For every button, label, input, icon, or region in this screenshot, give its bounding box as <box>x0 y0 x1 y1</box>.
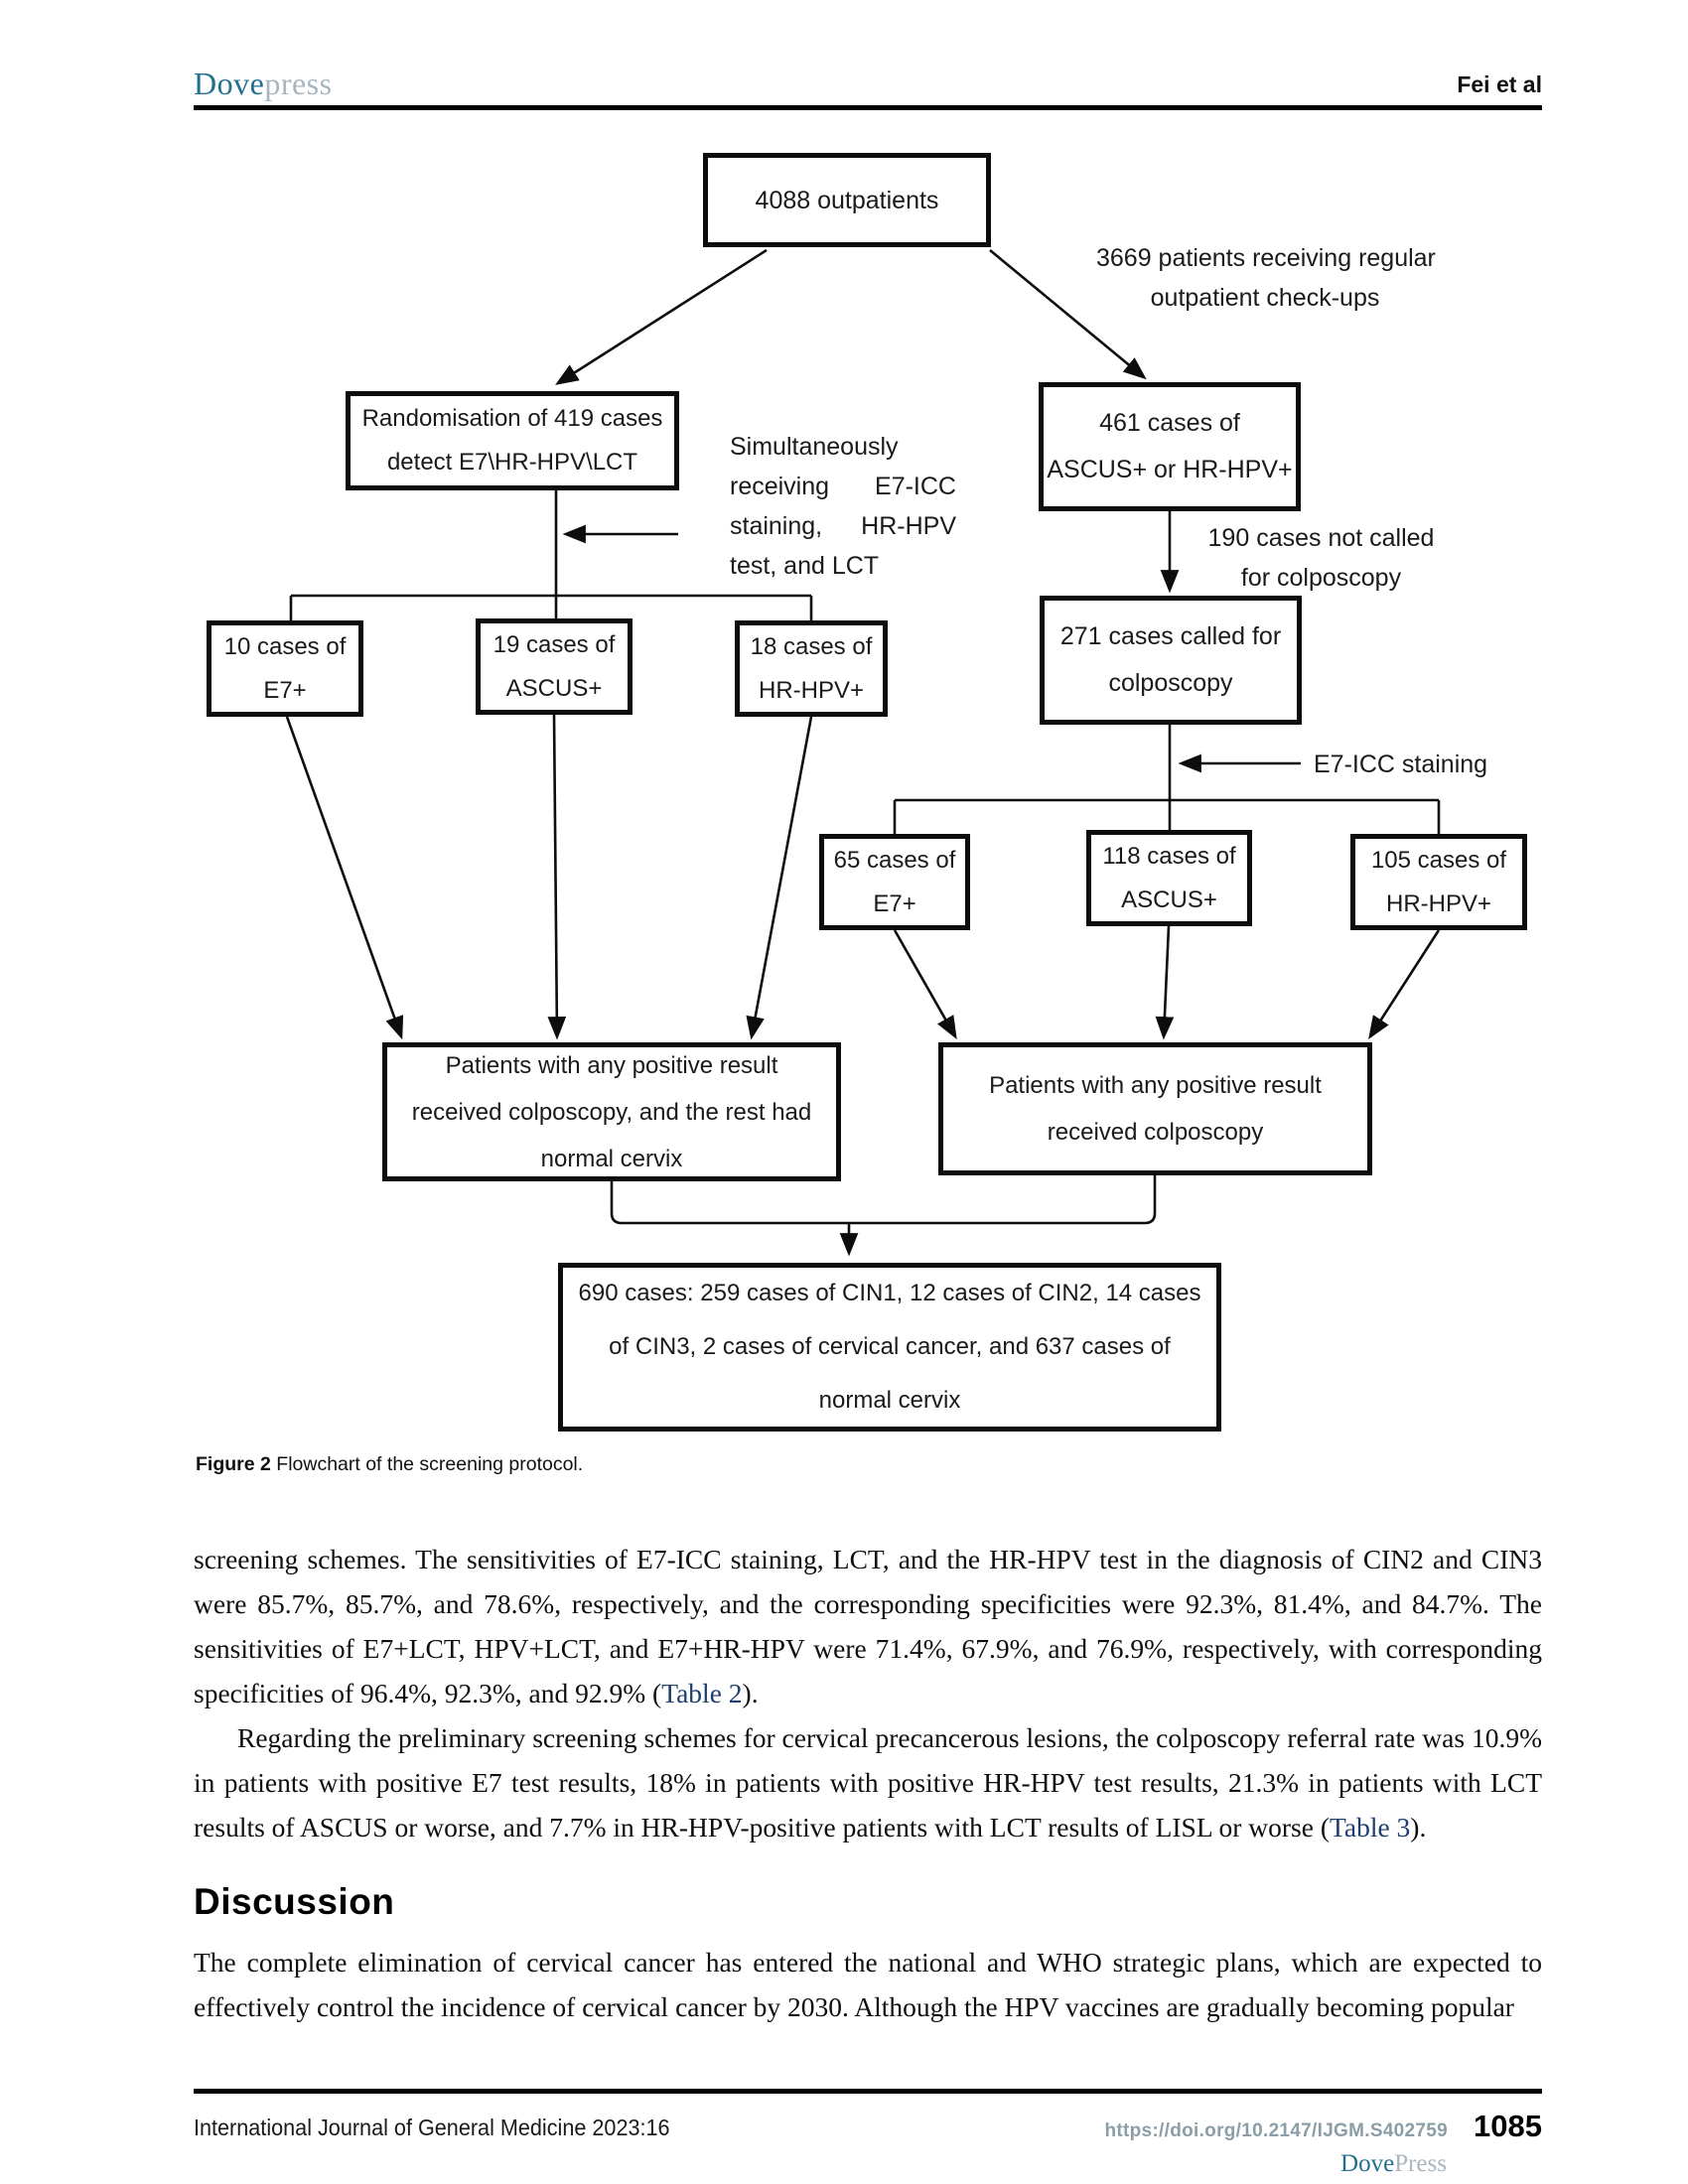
paragraph-text: The complete elimination of cervical cancer has entered the national and WHO strategic plans, which are expected to effectively control the incidence of cervical cancer by 2030. Although the HPV vaccines are gradually becoming popular <box>194 1947 1542 2022</box>
edge-hrhpv-105-colpo <box>1370 930 1439 1036</box>
flow-node-line: ASCUS+ or HR-HPV+ <box>1047 456 1293 483</box>
edge-outpatients-randomisation <box>558 250 767 383</box>
flow-node-e7-10 <box>207 620 363 717</box>
table-3-link[interactable]: Table 3 <box>1329 1812 1411 1843</box>
flow-node-e7-65 <box>819 834 970 930</box>
flow-label-line: for colposcopy <box>1240 564 1402 592</box>
flow-label-segment: E7-ICC <box>875 473 956 500</box>
dovepress-footer-logo <box>1340 2150 1447 2178</box>
flow-label-not-called <box>1199 518 1443 598</box>
flow-node-ascus-118 <box>1086 830 1252 926</box>
flow-node-hrhpv-18 <box>735 620 888 717</box>
flow-node-line: 118 cases of <box>1102 842 1236 870</box>
flow-node-line: HR-HPV+ <box>1385 889 1492 917</box>
flow-label-line: E7-ICC staining <box>1314 751 1488 778</box>
flow-node-line: 65 cases of <box>833 846 956 874</box>
doi-link[interactable]: https://doi.org/10.2147/IJGM.S402759 <box>1104 2120 1449 2141</box>
flow-node-final <box>558 1263 1221 1432</box>
flow-node-line: 690 cases: 259 cases of CIN1, 12 cases of CIN2, 14 cases <box>578 1280 1201 1306</box>
dovepress-logo <box>194 66 333 102</box>
flow-label-regular-checkups <box>1096 238 1434 318</box>
flow-node-line: colposcopy <box>1108 669 1233 697</box>
paragraph-results-2 <box>194 1715 1542 1849</box>
body-text <box>194 1537 1542 2029</box>
flow-node-line: ASCUS+ <box>1121 886 1217 913</box>
paragraph-discussion-1 <box>194 1940 1542 2029</box>
paragraph-text: ). <box>1410 1812 1427 1843</box>
flow-label-line: outpatient check-ups <box>1150 284 1380 312</box>
flow-node-ascus461 <box>1039 382 1301 511</box>
footer-rule <box>194 2089 1542 2094</box>
flow-node-ascus-19 <box>476 618 633 715</box>
flow-node-line: received colposcopy, and the rest had <box>411 1098 812 1126</box>
paragraph-results-1 <box>194 1537 1542 1715</box>
table-2-link[interactable]: Table 2 <box>661 1678 743 1708</box>
edge-ascus-19-colpo <box>554 715 557 1036</box>
flow-label-e7-icc-staining <box>1314 745 1532 784</box>
journal-name: International Journal of General Medicine 2023:16 <box>194 2115 670 2140</box>
flow-label-line: 3669 patients receiving regular <box>1096 244 1436 272</box>
logo-press-part: Press <box>1394 2150 1447 2177</box>
discussion-heading: Discussion <box>194 1881 395 1922</box>
flow-node-line: ASCUS+ <box>505 674 603 702</box>
paragraph-text: screening schemes. The sensitivities of E7-ICC staining, LCT, and the HR-HPV test in the diagnosis of CIN2 and CIN3 were 85.7%, 85.7%, and 78.6%, respectively, and the corresponding specificities were 92.3%, 81.4%, and 84.7%. The sensitivities of E7+LCT, HPV+LCT, and E7+HR-HPV were 71.4%, 67.9%, and 76.9%, respectively, with corresponding specificities of 96.4%, 92.3%, and 92.9% ( <box>194 1544 1542 1708</box>
flow-node-line: Patients with any positive result <box>989 1072 1322 1099</box>
paragraph-text: Regarding the preliminary screening schemes for cervical precancerous lesions, the colposcopy referral rate was 10.9% in patients with positive E7 test results, 18% in patients with positive HR-HPV test results, 21.3% in patients with LCT results of ASCUS or worse, and 7.7% in HR-HPV-positive patients with LCT results of LISL or worse ( <box>194 1722 1542 1843</box>
footer-right <box>1104 2109 1542 2178</box>
flow-label-segment: staining, <box>730 512 823 540</box>
flow-label-line: test, and LCT <box>730 552 880 580</box>
page-number: 1085 <box>1474 2109 1542 2143</box>
logo-press-part: press <box>264 66 333 101</box>
flow-node-line: 105 cases of <box>1370 846 1507 874</box>
running-head-author: Fei et al <box>1457 71 1542 97</box>
flow-node-line: 10 cases of <box>223 632 347 660</box>
edge-e7-65-colpo <box>895 930 955 1036</box>
edge-e7-10-colpo <box>287 717 401 1036</box>
flow-node-called271 <box>1040 596 1302 725</box>
flow-node-line: Patients with any positive result <box>445 1051 778 1079</box>
flow-node-line: HR-HPV+ <box>758 676 865 704</box>
flow-label-simultaneously <box>730 427 956 586</box>
flow-label-segment: receiving <box>730 473 830 500</box>
flow-node-colpo-right <box>938 1042 1372 1175</box>
figure-caption <box>196 1453 583 1476</box>
flow-label-line <box>730 467 956 506</box>
paragraph-text: ). <box>742 1678 759 1708</box>
flow-node-line: 19 cases of <box>492 630 616 658</box>
flow-node-line: of CIN3, 2 cases of cervical cancer, and 637 cases of <box>609 1333 1171 1360</box>
edge-ascus-118-colpo <box>1164 926 1169 1036</box>
figure-caption-text: Flowchart of the screening protocol. <box>270 1453 584 1475</box>
flow-label-line <box>730 506 956 546</box>
figure-caption-label: Figure 2 <box>196 1453 271 1475</box>
flow-node-line: normal cervix <box>818 1387 961 1414</box>
edge-hrhpv-18-colpo <box>752 717 811 1036</box>
flow-node-colpo-left <box>382 1042 841 1181</box>
logo-dove-part: Dove <box>1340 2150 1395 2177</box>
flow-node-line: 18 cases of <box>750 632 873 660</box>
flow-node-line: detect E7\HR-HPV\LCT <box>386 449 638 476</box>
flow-label-line: 190 cases not called <box>1207 524 1435 552</box>
flow-node-line: E7+ <box>873 889 916 917</box>
edge-merge-bracket <box>612 1175 1155 1223</box>
flow-node-line: Randomisation of 419 cases <box>361 405 663 432</box>
flow-node-outpatients <box>703 153 991 247</box>
flow-node-line: 461 cases of <box>1099 409 1240 437</box>
flow-label-line: Simultaneously <box>730 433 899 461</box>
flow-node-line: E7+ <box>263 676 307 704</box>
flow-label-segment: HR-HPV <box>861 512 956 540</box>
flow-node-line: normal cervix <box>540 1145 683 1172</box>
flow-node-line: 271 cases called for <box>1059 622 1282 650</box>
logo-dove-part: Dove <box>194 66 265 101</box>
flow-node-line: received colposcopy <box>1047 1119 1264 1146</box>
flow-node-line: 4088 outpatients <box>755 186 939 214</box>
flow-node-randomisation <box>346 391 679 490</box>
header-rule <box>194 105 1542 110</box>
flow-node-hrhpv-105 <box>1350 834 1527 930</box>
